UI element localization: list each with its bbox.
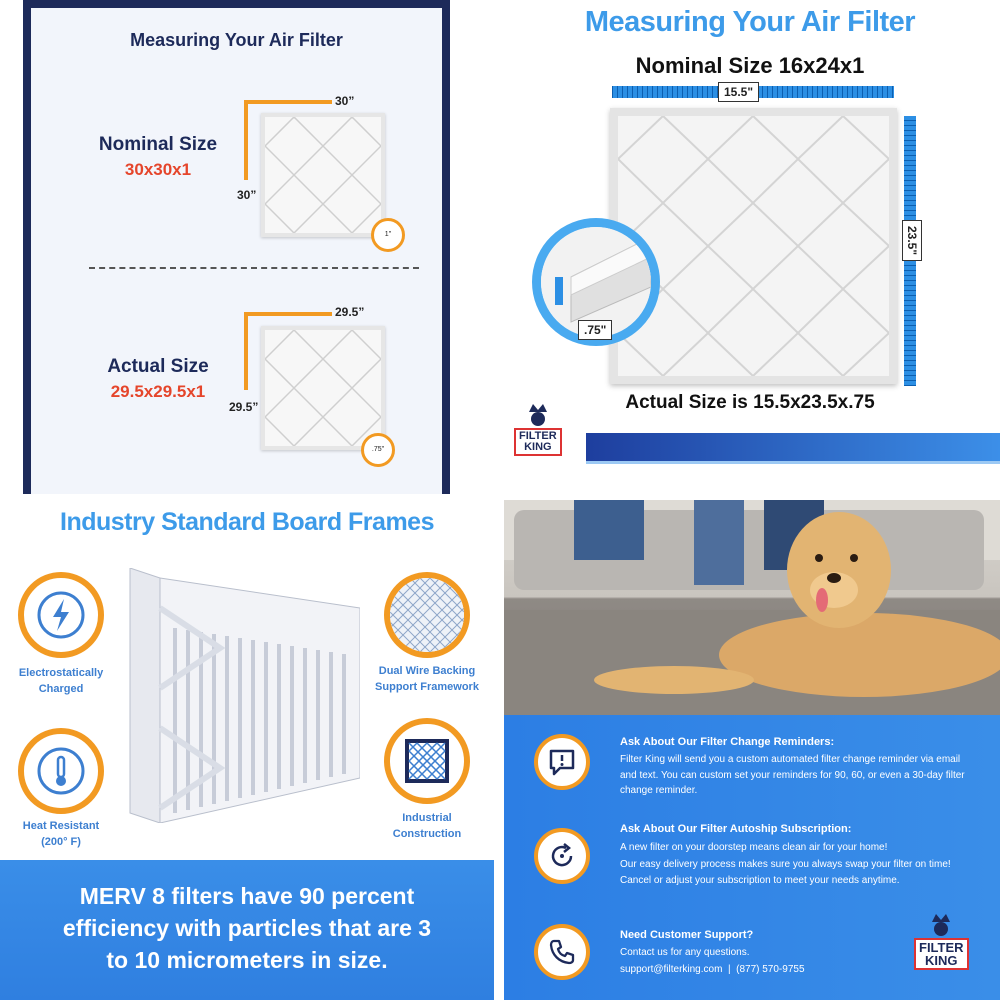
measuring-panel-right	[500, 0, 1000, 494]
reminders-body: Filter King will send you a custom automated filter change reminder via email and text. You can custom set your reminders for 90, 60, or even a 30-day filter change reminder.	[620, 754, 965, 796]
feature-dual-wire: Dual Wire Backing Support Framework	[375, 665, 479, 693]
height-measure-bar	[244, 312, 248, 390]
actual-size-value: 29.5x29.5x1	[110, 382, 206, 401]
autoship-body-1: A new filter on your doorstep means clean air for your home!	[620, 842, 888, 853]
lion-crown-icon	[523, 400, 553, 428]
actual-height: 29.5”	[229, 400, 259, 414]
filter-king-logo	[914, 910, 969, 970]
panel-title: Industry Standard Board Frames	[60, 508, 434, 536]
feature-electrostatic: Electrostatically Charged	[18, 667, 104, 695]
refresh-icon	[534, 828, 590, 884]
nominal-height: 30”	[237, 188, 257, 202]
merv-statement: MERV 8 filters have 90 percent efficiency with particles that are 3 to 10 micrometers in size.	[62, 883, 432, 973]
services-panel	[504, 500, 1000, 1000]
grid-frame-icon	[384, 718, 470, 804]
dog-photo	[504, 500, 1000, 715]
thermometer-icon	[18, 728, 104, 814]
section-divider	[89, 267, 419, 269]
lion-crown-icon	[926, 910, 956, 938]
logo-wordmark: FILTER KING	[514, 428, 562, 456]
filter-image-nominal	[261, 113, 385, 237]
filter-king-logo	[514, 400, 562, 456]
panel-title: Measuring Your Air Filter	[584, 6, 916, 38]
filter-image-actual	[261, 326, 385, 450]
depth-badge-actual: .75"	[361, 433, 395, 467]
lightning-icon	[18, 572, 104, 658]
nominal-size-label	[83, 134, 233, 180]
nominal-size-heading: Nominal Size 16x24x1	[635, 53, 865, 78]
width-measure-bar	[244, 312, 332, 316]
actual-width: 29.5”	[335, 305, 365, 319]
feature-heat-resistant: Heat Resistant (200° F)	[22, 820, 100, 848]
phone-icon	[534, 924, 590, 980]
actual-size-label	[83, 356, 233, 402]
chat-alert-icon	[534, 734, 590, 790]
nominal-size-value: 30x30x1	[124, 160, 192, 179]
actual-size-heading: Actual Size is 15.5x23.5x.75	[625, 392, 875, 413]
support-heading: Need Customer Support?	[620, 929, 754, 941]
support-body-1: Contact us for any questions.	[620, 947, 750, 958]
filter-image	[610, 108, 897, 384]
support-contact: support@filterking.com | (877) 570-9755	[620, 964, 805, 975]
nominal-label-text: Nominal Size	[98, 134, 218, 155]
measuring-panel-left	[23, 0, 450, 494]
depth-tag: .75"	[578, 320, 612, 340]
blue-band	[586, 433, 1000, 461]
width-measure-bar	[244, 100, 332, 104]
reminders-heading: Ask About Our Filter Change Reminders:	[620, 736, 835, 748]
nominal-width: 30”	[335, 94, 355, 108]
width-tag: 15.5"	[718, 82, 759, 102]
measuring-card	[31, 8, 442, 494]
actual-label-text: Actual Size	[107, 356, 209, 377]
height-tag: 23.5"	[902, 220, 922, 261]
logo-wordmark: FILTER KING	[914, 938, 969, 970]
feature-industrial: Industrial Construction	[392, 812, 462, 840]
depth-badge-nominal: 1"	[371, 218, 405, 252]
board-frames-panel	[0, 500, 494, 1000]
autoship-heading: Ask About Our Filter Autoship Subscription:	[620, 823, 852, 835]
board-frame-illustration	[120, 568, 360, 823]
blue-band-line	[586, 461, 1000, 464]
height-measure-bar	[244, 100, 248, 180]
autoship-body-2: Our easy delivery process makes sure you always swap your filter on time! Cancel or adjust your subscription to meet your needs anytime.	[620, 859, 951, 886]
wire-mesh-icon	[384, 572, 470, 658]
panel-title: Measuring Your Air Filter	[130, 30, 343, 50]
